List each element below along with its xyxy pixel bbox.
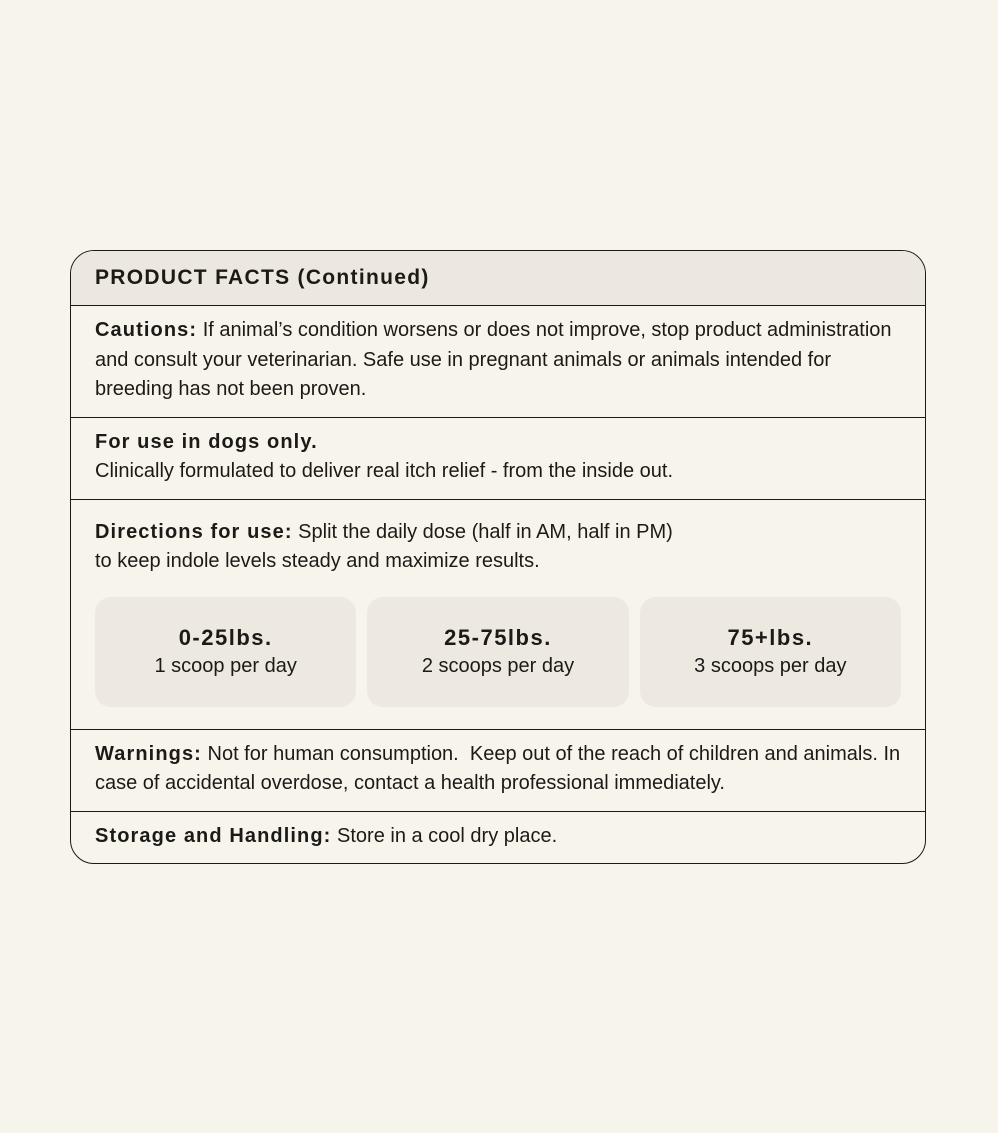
dose-tile	[95, 597, 356, 707]
panel-title: PRODUCT FACTS (Continued)	[71, 251, 925, 306]
dose-amount: 1 scoop per day	[154, 654, 297, 677]
warnings-text: Not for human consumption. Keep out of the reach of children and animals. In case of accidental overdose, contact a health professional immediately.	[95, 742, 906, 794]
storage-section	[71, 812, 925, 864]
dose-amount: 3 scoops per day	[694, 654, 847, 677]
directions-section	[71, 500, 925, 730]
dose-weight: 0-25lbs.	[178, 624, 273, 650]
cautions-label: Cautions:	[95, 319, 198, 341]
storage-label: Storage and Handling:	[95, 824, 332, 847]
dogs-only-text: Clinically formulated to deliver real itch relief - from the inside out.	[95, 460, 674, 482]
dose-weight: 75+lbs.	[727, 624, 814, 650]
directions-text-2: to keep indole levels steady and maximize results.	[95, 550, 540, 572]
cautions-text: If animal’s condition worsens or does not improve, stop product administration and consult your veterinarian. Safe use in pregnant animals or animals intended for breeding has not been proven.	[95, 319, 892, 400]
dose-tile	[367, 597, 628, 707]
storage-text: Store in a cool dry place.	[337, 824, 558, 847]
dogs-only-label: For use in dogs only.	[95, 430, 318, 453]
warnings-section	[71, 730, 925, 812]
dogs-only-section	[71, 418, 925, 500]
directions-text: Split the daily dose (half in AM, half in PM)	[298, 520, 673, 543]
dose-tiles	[95, 597, 901, 707]
warnings-label: Warnings:	[95, 742, 202, 765]
product-facts-panel	[70, 250, 926, 864]
dose-tile	[640, 597, 901, 707]
cautions-section	[71, 306, 925, 418]
dose-weight: 25-75lbs.	[444, 624, 552, 650]
dose-amount: 2 scoops per day	[421, 654, 575, 677]
directions-label: Directions for use:	[95, 520, 293, 543]
